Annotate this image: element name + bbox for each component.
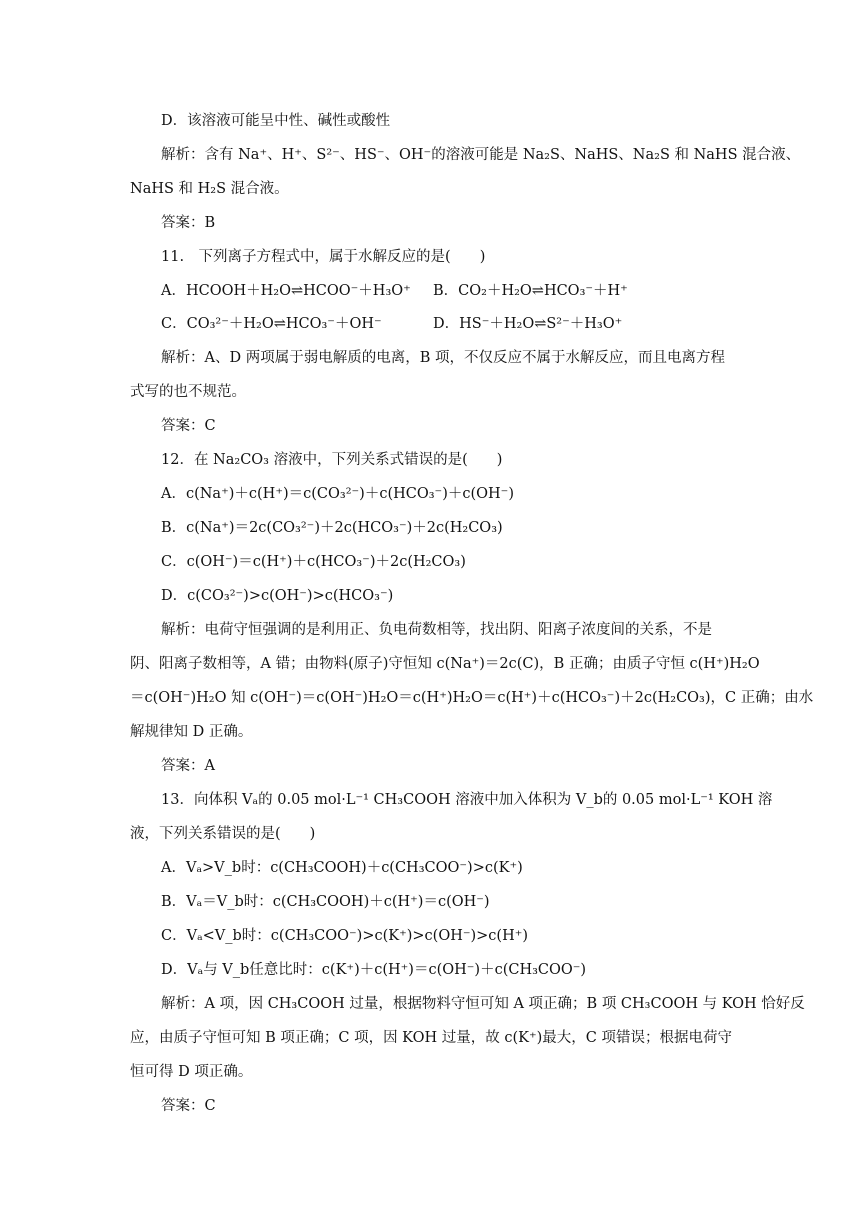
analysis-text: 式写的也不规范。	[130, 384, 246, 400]
question-13-stem: 液，下列关系错误的是( )	[130, 826, 316, 842]
option-a-text: A．HCOOH＋H₂O⇌HCOO⁻＋H₃O⁺	[161, 283, 411, 299]
analysis-text: 解析：A 项，因 CH₃COOH 过量，根据物料守恒可知 A 项正确；B 项 CH₃COOH 与 KOH 恰好反	[161, 996, 805, 1012]
option-a-text: A．Vₐ>V_b时：c(CH₃COOH)＋c(CH₃COO⁻)>c(K⁺)	[161, 860, 523, 876]
analysis-text: 解规律知 D 正确。	[130, 724, 253, 740]
question-12-stem: 12．在 Na₂CO₃ 溶液中，下列关系式错误的是( )	[161, 452, 503, 468]
answer-text: 答案：A	[161, 758, 215, 774]
option-d-text: D．该溶液可能呈中性、碱性或酸性	[161, 113, 391, 129]
analysis-text: 阴、阳离子数相等，A 错；由物料(原子)守恒知 c(Na⁺)＝2c(C)，B 正确；由质子守恒 c(H⁺)H₂O	[130, 656, 760, 672]
option-c-text: C．c(OH⁻)＝c(H⁺)＋c(HCO₃⁻)＋2c(H₂CO₃)	[161, 554, 466, 570]
option-c-text: C．CO₃²⁻＋H₂O⇌HCO₃⁻＋OH⁻	[161, 316, 382, 332]
analysis-text: NaHS 和 H₂S 混合液。	[130, 181, 289, 197]
answer-text: 答案：B	[161, 215, 216, 231]
question-11-stem: 11. 下列离子方程式中，属于水解反应的是( )	[161, 249, 486, 265]
option-b-text: B．c(Na⁺)＝2c(CO₃²⁻)＋2c(HCO₃⁻)＋2c(H₂CO₃)	[161, 520, 503, 536]
analysis-text: 解析：A、D 两项属于弱电解质的电离，B 项，不仅反应不属于水解反应，而且电离方程	[161, 350, 725, 366]
analysis-text: 应，由质子守恒可知 B 项正确；C 项，因 KOH 过量，故 c(K⁺)最大，C 项错误；根据电荷守	[130, 1030, 733, 1046]
analysis-text: 解析：电荷守恒强调的是利用正、负电荷数相等，找出阴、阳离子浓度间的关系，不是	[161, 622, 712, 638]
answer-text: 答案：C	[161, 418, 216, 434]
option-c-text: C．Vₐ<V_b时：c(CH₃COO⁻)>c(K⁺)>c(OH⁻)>c(H⁺)	[161, 928, 529, 944]
option-d-text: D．HS⁻＋H₂O⇌S²⁻＋H₃O⁺	[433, 316, 623, 332]
analysis-text: 解析：含有 Na⁺、H⁺、S²⁻、HS⁻、OH⁻的溶液可能是 Na₂S、NaHS、Na₂S 和 NaHS 混合液、	[161, 147, 801, 163]
option-d-text: D．c(CO₃²⁻)>c(OH⁻)>c(HCO₃⁻)	[161, 588, 394, 604]
option-a-text: A．c(Na⁺)＋c(H⁺)＝c(CO₃²⁻)＋c(HCO₃⁻)＋c(OH⁻)	[161, 486, 514, 502]
answer-text: 答案：C	[161, 1098, 216, 1114]
option-b-text: B．CO₂＋H₂O⇌HCO₃⁻＋H⁺	[433, 283, 628, 299]
question-13-stem: 13．向体积 Vₐ的 0.05 mol·L⁻¹ CH₃COOH 溶液中加入体积为 V_b的 0.05 mol·L⁻¹ KOH 溶	[161, 792, 773, 808]
analysis-text: 恒可得 D 项正确。	[130, 1064, 253, 1080]
analysis-text: ＝c(OH⁻)H₂O 知 c(OH⁻)＝c(OH⁻)H₂O＝c(H⁺)H₂O＝c(H⁺)＋c(HCO₃⁻)＋2c(H₂CO₃)，C 正确；由水	[130, 690, 814, 706]
option-b-text: B．Vₐ＝V_b时：c(CH₃COOH)＋c(H⁺)＝c(OH⁻)	[161, 894, 490, 910]
option-d-text: D．Vₐ与 V_b任意比时：c(K⁺)＋c(H⁺)＝c(OH⁻)＋c(CH₃COO⁻)	[161, 962, 587, 978]
